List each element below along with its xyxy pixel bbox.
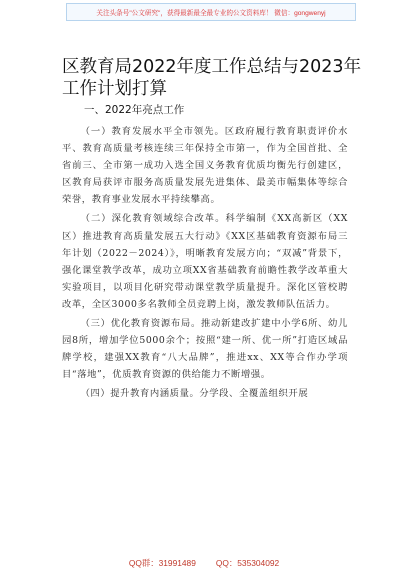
paragraph-4: （四）提升教育内涵质量。分学段、全覆盖组织开展 <box>80 388 309 400</box>
document-body <box>62 123 348 405</box>
footer-contact <box>0 557 408 569</box>
section-heading: 一、2022年亮点工作 <box>84 104 185 116</box>
document-title: 区教育局2022年度工作总结与2023年工作计划打算 <box>62 57 362 99</box>
paragraph-2: （二）深化教育领域综合改革。科学编制《XX高新区（XX区）推进教育高质量发展五大行动》《XX区基础教育资源布局三年计划（2022－2024）》，明晰教育发展方向；“双减”背景下，强化课堂教学改革，成功立项XX省基础教育前瞻性教学改革重大实验项目，以项目化研究带动课堂教学质量提升。深化区管校聘改革，全区3000多名教师全员竞聘上岗，激发教师队伍活力。 <box>62 213 348 310</box>
header-banner <box>66 3 356 21</box>
paragraph-1: （一）教育发展水平全市领先。区政府履行教育职责评价水平、教育高质量考核连续三年保持全市第一，作为全国首批、全省前三、全市第一成功入选全国义务教育优质均衡先行创建区，区教育局获评市服务高质量发展先进集体、最美市幅集体等综合荣誉，教育事业发展水平持续攀高。 <box>62 126 348 206</box>
footer-qq-group: QQ群：31991489 <box>128 558 196 568</box>
header-banner-text: 关注头条号"公文研究"，获得最新最全最专业的公文资料库！ 微信：gongwenyj <box>96 10 326 17</box>
paragraph-3: （三）优化教育资源布局。推动新建改扩建中小学6所、幼儿园8所，增加学位5000余个；按照“建一所、优一所”打造区域品牌学校，建强XX教育“八大品牌”，推进xx、XX等合作办学项目“落地”，优质教育资源的供给能力不断增强。 <box>62 318 348 381</box>
footer-qq: QQ：535304092 <box>215 558 280 568</box>
